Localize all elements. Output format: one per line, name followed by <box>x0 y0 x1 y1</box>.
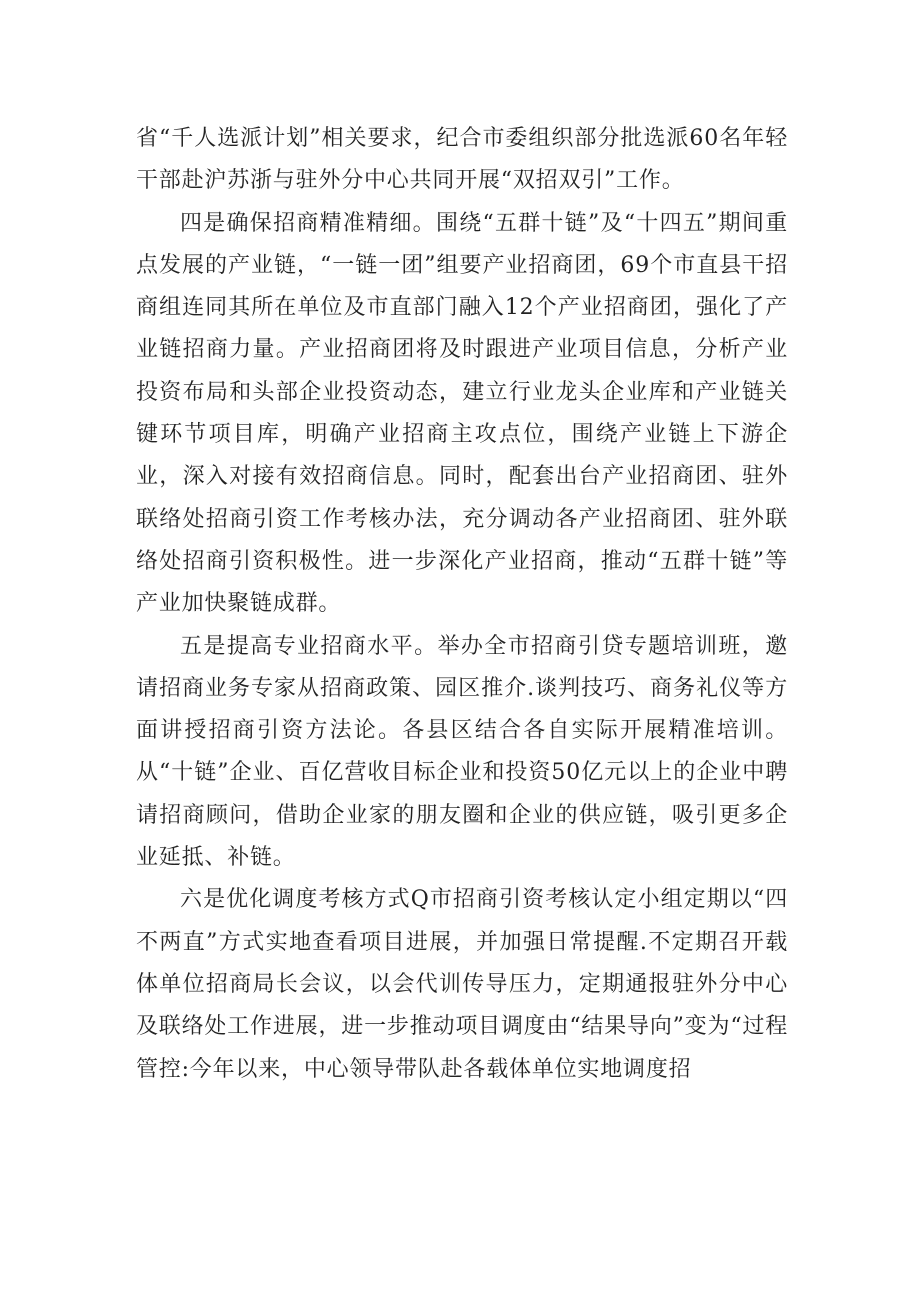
paragraph-3: 五是提高专业招商水平。举办全市招商引贷专题培训班，邀请招商业务专家从招商政策、园区推介.谈判技巧、商务礼仪等方面讲授招商引资方法论。各县区结合各自实际开展精准培训。从“十链”企业、百亿营收目标企业和投资50亿元以上的企业中聘请招商顾问，借助企业家的朋友圈和企业的供应链，吸引更多企业延抵、补链。 <box>136 633 788 871</box>
paragraph-1: 省“千人选派计划”相关要求，纪合市委组织部分批选派60名年轻干部赴沪苏浙与驻外分中心共同开展“双招双引”工作。 <box>136 126 788 194</box>
document-body <box>136 118 788 1091</box>
paragraph-2: 四是确保招商精准精细。围绕“五群十链”及“十四五”期间重点发展的产业链，“一链一团”组要产业招商团，69个市直县干招商组连同其所在单位及市直部门融入12个产业招商团，强化了产业链招商力量。产业招商团将及时跟进产业项目信息，分析产业投资布局和头部企业投资动态，建立行业龙头企业库和产业链关键环节项目库，明确产业招商主攻点位，围绕产业链上下游企业，深入对接有效招商信息。同时，配套出台产业招商团、驻外联络处招商引资工作考核办法，充分调动各产业招商团、驻外联络处招商引资积极性。进一步深化产业招商，推动“五群十链”等产业加快聚链成群。 <box>136 210 788 617</box>
paragraph-4: 六是优化调度考核方式Q市招商引资考核认定小组定期以“四不两直”方式实地查看项目进展，并加强日常提醒.不定期召开载体单位招商局长会议，以会代训传导压力，定期通报驻外分中心及联络处工作进展，进一步推动项目调度由“结果导向”变为“过程管控:今年以来，中心领导带队赴各载体单位实地调度招 <box>136 887 788 1082</box>
